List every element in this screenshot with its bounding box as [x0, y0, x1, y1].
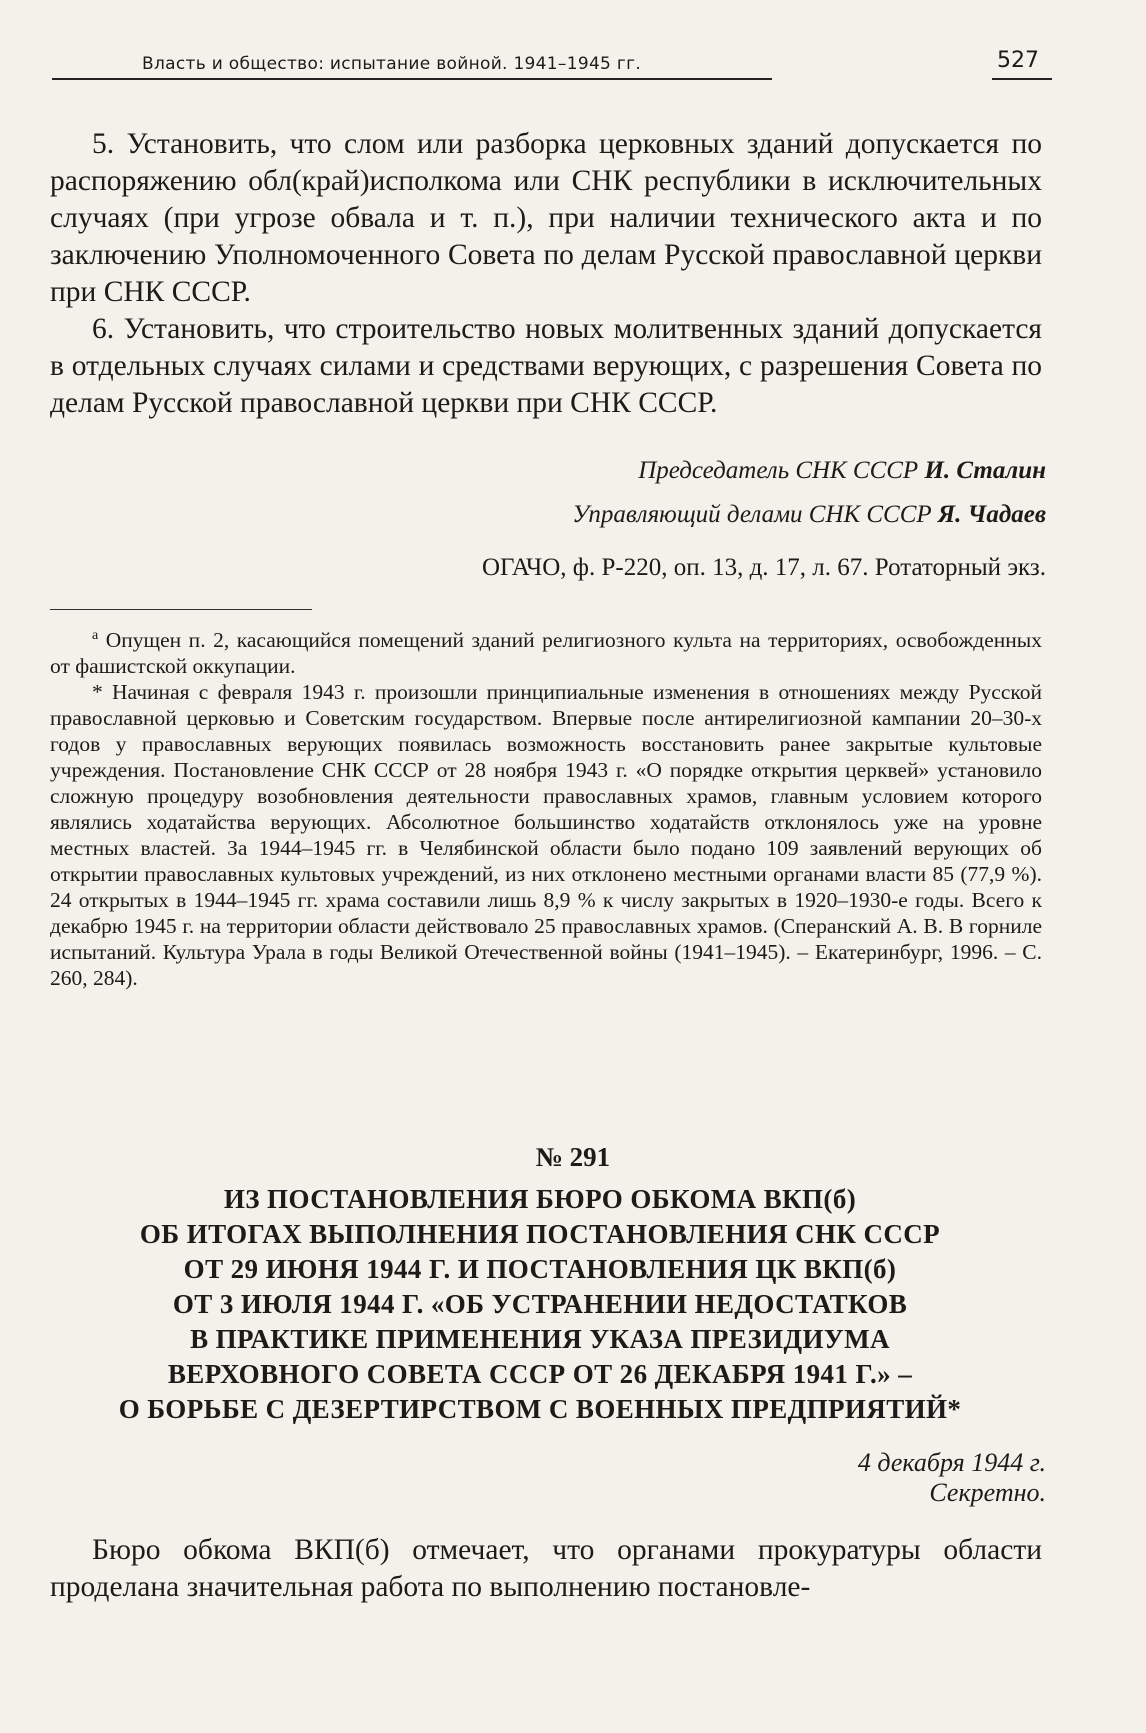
page-number-rule [992, 78, 1052, 80]
title-line: ОТ 29 ИЮНЯ 1944 Г. И ПОСТАНОВЛЕНИЯ ЦК ВКП(б) [183, 1254, 897, 1284]
signature-manager-name: Я. Чадаев [937, 501, 1046, 528]
footnote-rule [50, 609, 312, 610]
continued-text [50, 126, 1042, 422]
running-head-title: Власть и общество: испытание войной. 1941–1945 гг. [142, 54, 642, 74]
footnote-a-text: Опущен п. 2, касающийся помещений зданий религиозного культа на территориях, освобожденных от фашистской оккупации. [50, 628, 1042, 679]
paragraph-5: 5. Установить, что слом или разборка церковных зданий допускается по распоряжению обл(край)исполкома или СНК республики в исключительных случаях (при угрозе обвала и т. п.), при наличии технического акта и по заключению Уполномоченного Совета по делам Русской православной церкви при СНК СССР. [50, 128, 1042, 308]
archive-reference: ОГАЧО, ф. Р-220, оп. 13, д. 17, л. 67. Ротаторный экз. [481, 554, 1046, 581]
document-body [50, 1532, 1042, 1606]
running-head-rule [52, 78, 772, 80]
footnote-star: * Начиная с февраля 1943 г. произошли принципиальные изменения в отношениях между Русской православной церковью и Советским государством. Впервые после антирелигиозной кампании 20–30-х годов у православных верующих появилась возможность восстановить ранее закрытые культовые учреждения. Постановление СНК СССР от 28 ноября 1943 г. «О порядке открытия церквей» установило сложную процедуру возобновления деятельности православных храмов, главным условием которого являлись ходатайства верующих. Абсолютное большинство ходатайств отклонялось уже на уровне местных властей. За 1944–1945 гг. в Челябинской области было подано 109 заявлений верующих об открытии православных культовых учреждений, из них отклонено местными органами власти 85 (77,9 %). 24 открытых в 1944–1945 гг. храма составили лишь 8,9 % к числу закрытых в 1920–1930-е годы. Всего к декабрю 1945 г. на территории области действовало 25 православных храмов. (Сперанский А. В. В горниле испытаний. Культура Урала в годы Великой Отечественной войны (1941–1945). – Екатеринбург, 1996. – С. 260, 284). [50, 680, 1042, 991]
signature-chairman-position: Председатель СНК СССР [638, 457, 919, 484]
running-head [52, 48, 1052, 82]
signature-manager [572, 498, 1046, 532]
title-line: ОТ 3 ИЮЛЯ 1944 Г. «ОБ УСТРАНЕНИИ НЕДОСТАТКОВ [172, 1289, 908, 1319]
page-number: 527 [997, 48, 1039, 73]
signature-chairman-name: И. Сталин [924, 457, 1046, 484]
title-line: ИЗ ПОСТАНОВЛЕНИЯ БЮРО ОБКОМА ВКП(б) [223, 1184, 857, 1214]
document-classification: Секретно. [929, 1478, 1046, 1507]
document-number: № 291 [535, 1142, 611, 1172]
document-date: 4 декабря 1944 г. [857, 1448, 1046, 1477]
paragraph-6: 6. Установить, что строительство новых молитвенных зданий допускается в отдельных случаях силами и средствами верующих, с разрешения Совета по делам Русской православной церкви при СНК СССР. [50, 313, 1042, 419]
title-line: О БОРЬБЕ С ДЕЗЕРТИРСТВОМ С ВОЕННЫХ ПРЕДПРИЯТИЙ* [118, 1394, 962, 1424]
signature-chairman [638, 454, 1046, 488]
footnote-a [50, 623, 1042, 679]
document-title [40, 1182, 1040, 1427]
title-line: ОБ ИТОГАХ ВЫПОЛНЕНИЯ ПОСТАНОВЛЕНИЯ СНК СССР [139, 1219, 941, 1249]
title-line: В ПРАКТИКЕ ПРИМЕНЕНИЯ УКАЗА ПРЕЗИДИУМА [190, 1324, 890, 1354]
footnotes [50, 623, 1042, 991]
signature-manager-position: Управляющий делами СНК СССР [572, 501, 932, 528]
footnote-a-mark: а [92, 628, 99, 643]
opening-paragraph: Бюро обкома ВКП(б) отмечает, что органами прокуратуры области проделана значительная работа по выполнению постановле- [50, 1534, 1042, 1603]
title-line: ВЕРХОВНОГО СОВЕТА СССР ОТ 26 ДЕКАБРЯ 1941 Г.» – [167, 1359, 913, 1389]
